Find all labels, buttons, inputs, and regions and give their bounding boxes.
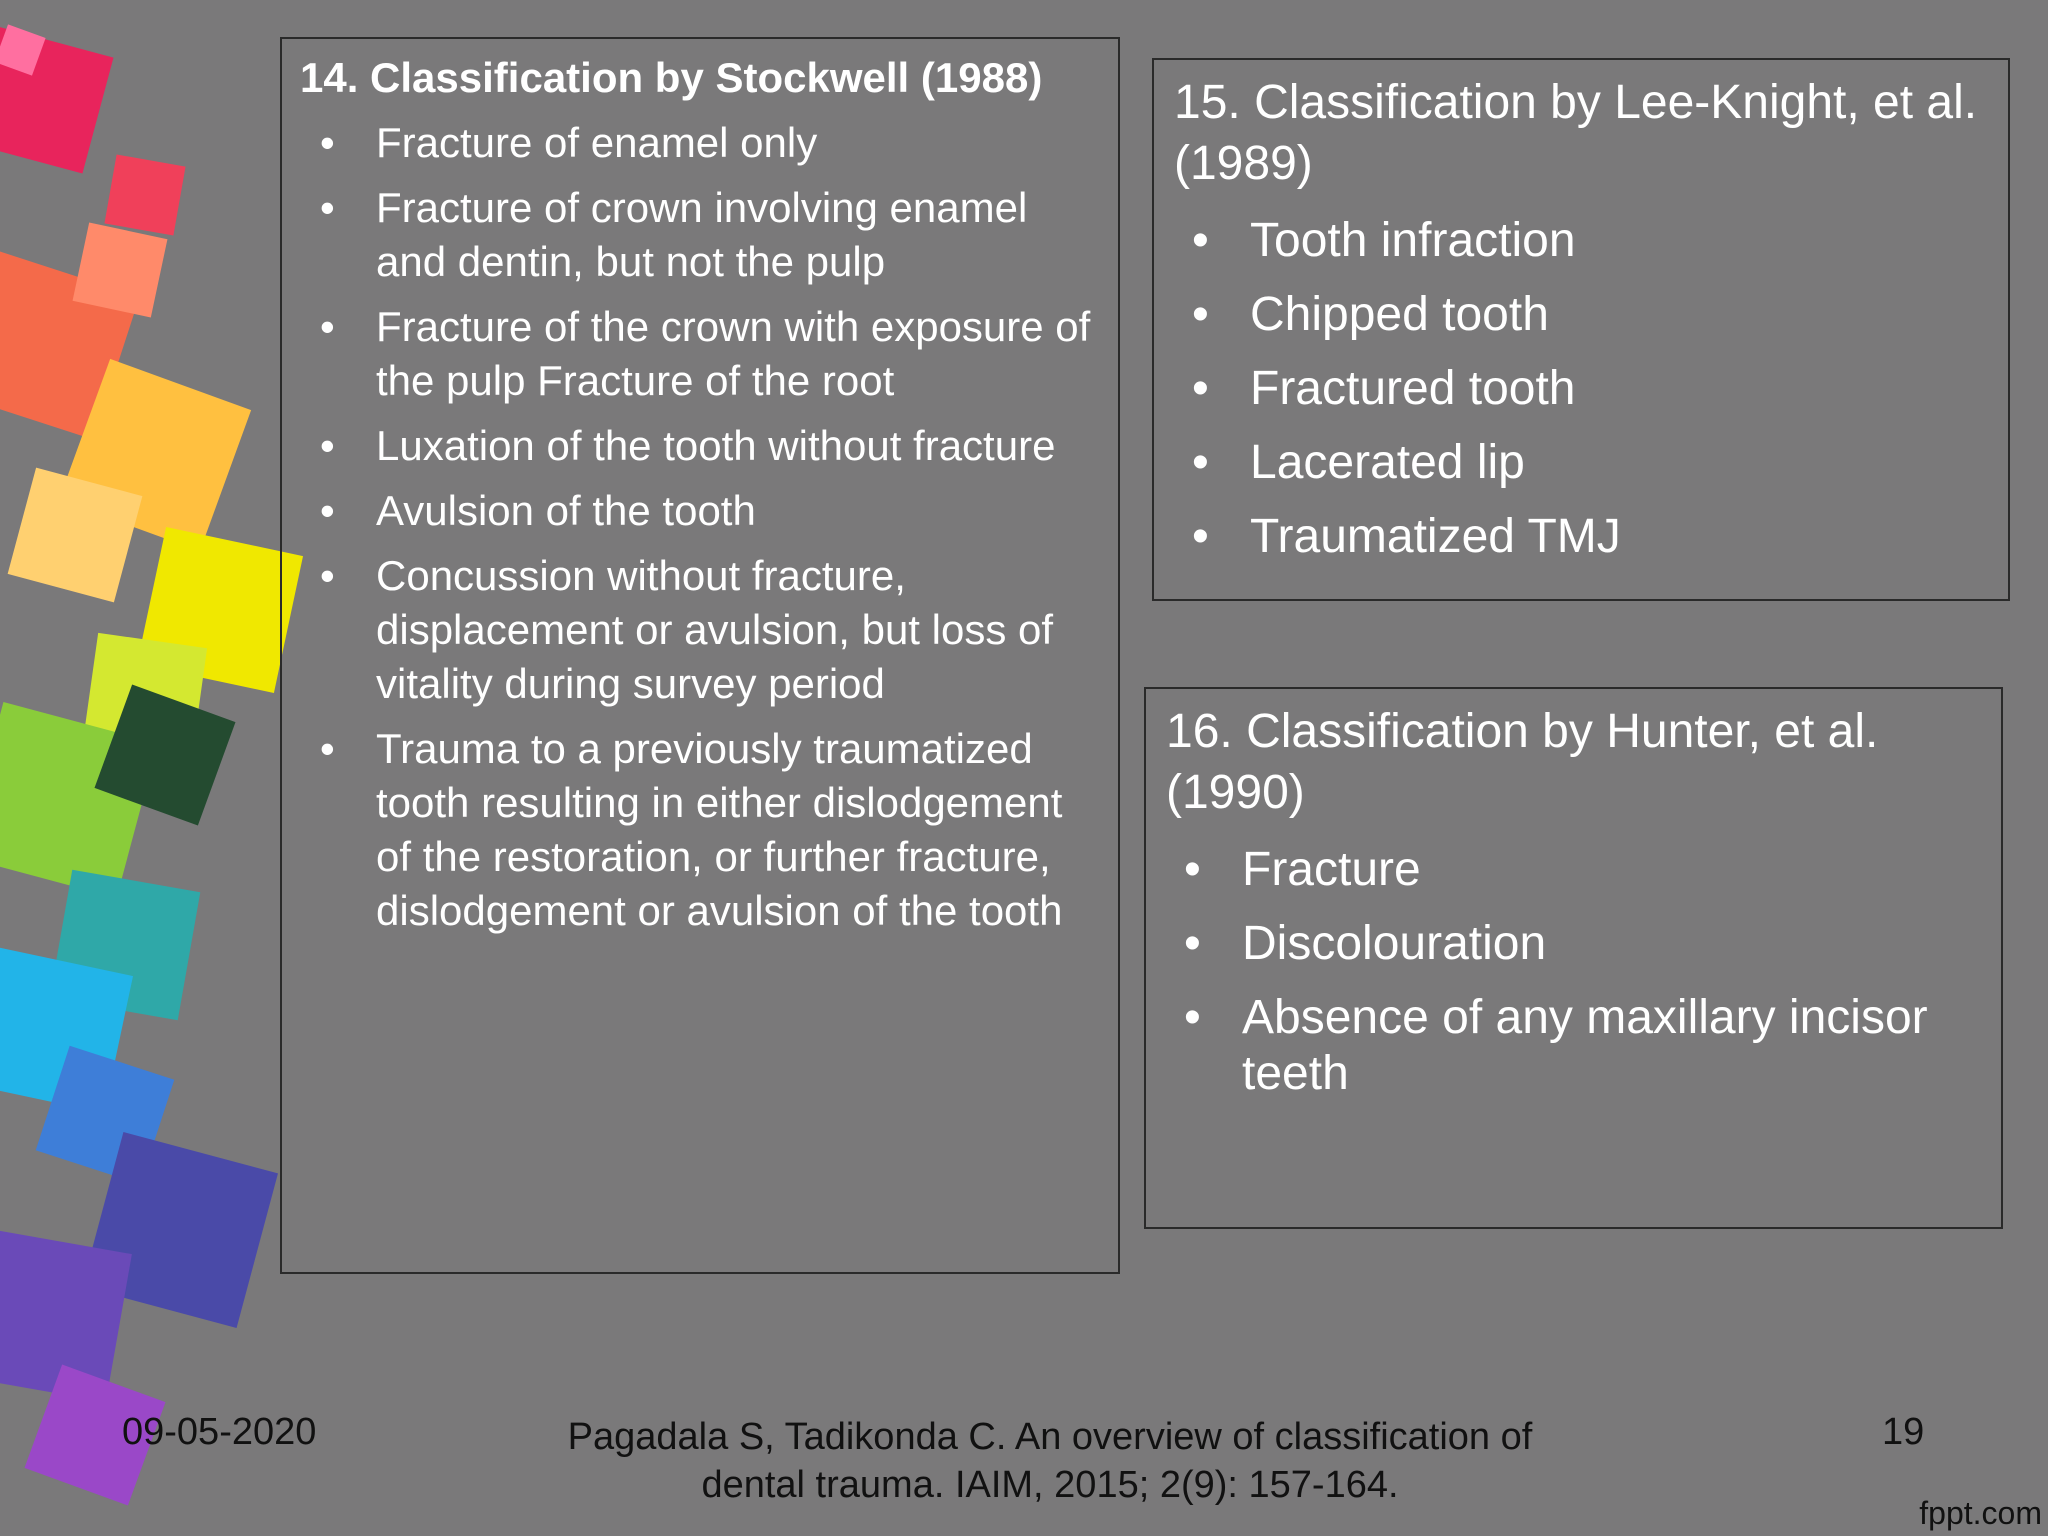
cube-salmon — [73, 223, 168, 318]
list-item: • Chipped tooth — [1174, 287, 1988, 343]
list-item: • Avulsion of the tooth — [300, 484, 1100, 538]
list-item: • Concussion without fracture, displacement or avulsion, but loss of vitality during survey period — [300, 549, 1100, 711]
list-item: • Fractured tooth — [1174, 361, 1988, 417]
list-item: • Fracture of enamel only — [300, 116, 1100, 170]
cube-red — [104, 154, 185, 235]
stockwell-list — [300, 116, 1100, 938]
decorative-cubes — [0, 0, 320, 1536]
list-item: • Discolouration — [1166, 916, 1981, 972]
list-item: • Traumatized TMJ — [1174, 509, 1988, 565]
lee-knight-classification-box — [1152, 58, 2010, 601]
list-item: • Luxation of the tooth without fracture — [300, 419, 1100, 473]
hunter-classification-box — [1144, 687, 2003, 1229]
list-item: • Trauma to a previously traumatized tooth resulting in either dislodgement of the restoration, or further fracture, dislodgement or avulsion of the tooth — [300, 722, 1100, 938]
list-item: • Lacerated lip — [1174, 435, 1988, 491]
list-item: • Absence of any maxillary incisor teeth — [1166, 990, 1981, 1102]
hunter-list — [1166, 842, 1981, 1102]
brand-watermark: fppt.com — [1919, 1495, 2042, 1531]
list-item: • Tooth infraction — [1174, 213, 1988, 269]
citation: Pagadala S, Tadikonda C. An overview of classification of dental trauma. IAIM, 2015; 2(9): 157-164. — [567, 1416, 1533, 1506]
hunter-title: 16. Classification by Hunter, et al. (1990) — [1166, 705, 1879, 820]
stockwell-classification-box — [280, 37, 1120, 1274]
lee-knight-title: 15. Classification by Lee-Knight, et al. (1989) — [1174, 76, 1978, 191]
list-item: • Fracture of the crown with exposure of the pulp Fracture of the root — [300, 300, 1100, 408]
page-number: 19 — [1882, 1411, 1925, 1453]
list-item: • Fracture — [1166, 842, 1981, 898]
slide-date: 09-05-2020 — [122, 1411, 317, 1453]
stockwell-title: 14. Classification by Stockwell (1988) — [300, 54, 1043, 101]
lee-knight-list — [1174, 213, 1988, 565]
list-item: • Fracture of crown involving enamel and dentin, but not the pulp — [300, 181, 1100, 289]
